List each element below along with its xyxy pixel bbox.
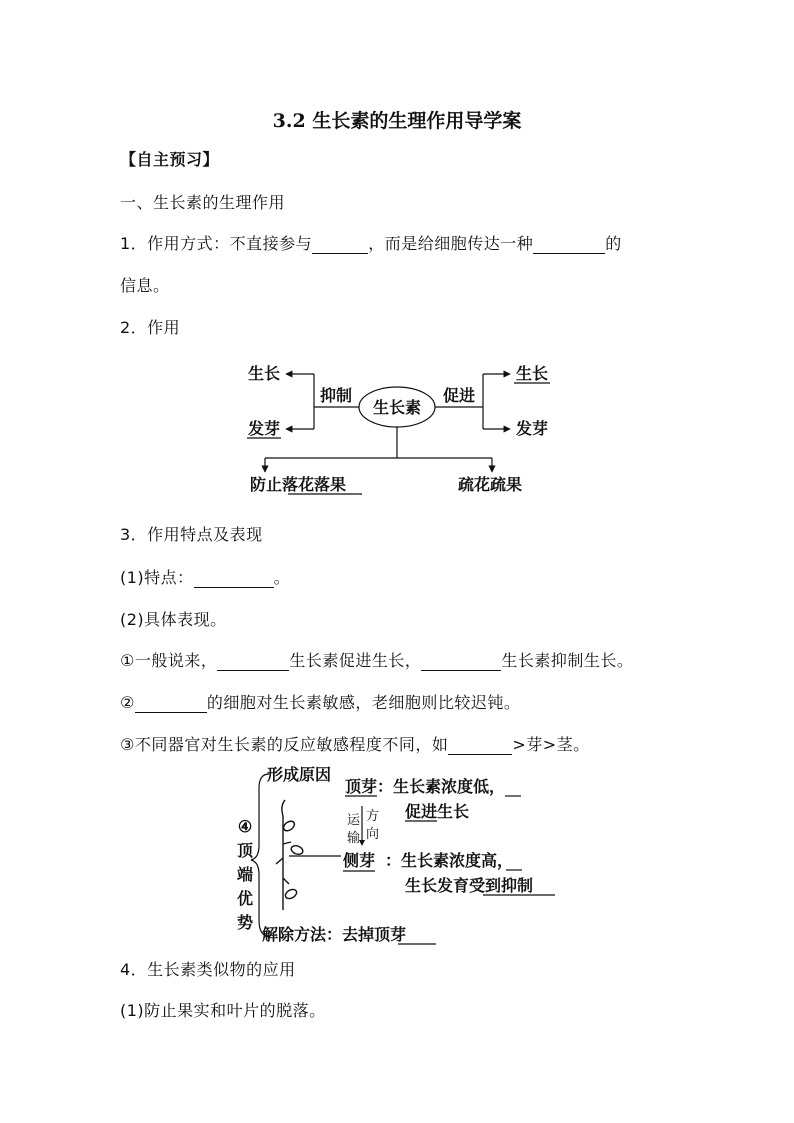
transport-char-1: 运 bbox=[347, 813, 361, 828]
side-label-1: 顶 bbox=[236, 841, 254, 860]
item1-mid: 生长素促进生长， bbox=[289, 651, 422, 670]
blank-field[interactable] bbox=[217, 654, 289, 671]
item2-suffix: 的细胞对生长素敏感，老细胞则比较迟钝。 bbox=[206, 693, 521, 712]
top-bud-desc2-suffix: 生长 bbox=[437, 802, 470, 821]
side-label-2: 端 bbox=[236, 865, 254, 884]
left-label-inhibit: 抑制 bbox=[319, 386, 353, 405]
cause-label: 形成原因 bbox=[267, 765, 332, 784]
q1-middle: ，而是给细胞传达一种 bbox=[368, 234, 534, 253]
part1-heading: 一、生长素的生理作用 bbox=[120, 193, 286, 212]
side-label-4: 势 bbox=[236, 913, 254, 932]
q3-item1 bbox=[120, 651, 633, 671]
side-bud-label: 侧芽 bbox=[343, 851, 376, 870]
q3-p2: (2)具体表现。 bbox=[120, 610, 227, 629]
q1-continuation: 信息。 bbox=[120, 276, 170, 295]
right-bottom-germination: 发芽 bbox=[515, 419, 549, 438]
q3-p1-prefix: (1)特点： bbox=[120, 568, 194, 587]
main-brace bbox=[251, 774, 269, 936]
side-label-3: 优 bbox=[236, 889, 254, 908]
blank-field[interactable] bbox=[135, 696, 207, 713]
blank-field[interactable] bbox=[194, 571, 274, 588]
side-bud-desc2-underlined: 受到抑制 bbox=[469, 876, 534, 895]
removal-label bbox=[262, 925, 406, 944]
q3-p1-suffix: 。 bbox=[273, 568, 291, 587]
q3-p1 bbox=[120, 568, 290, 588]
direction-char-2: 向 bbox=[366, 827, 380, 842]
center-label: 生长素 bbox=[372, 398, 422, 417]
top-bud-desc1 bbox=[377, 777, 505, 797]
top-bud-desc2 bbox=[405, 802, 469, 821]
side-bud-desc1 bbox=[385, 851, 513, 871]
direction-char-1: 方 bbox=[366, 809, 380, 824]
q4-p1: (1)防止果实和叶片的脱落。 bbox=[120, 1001, 326, 1020]
side-bud-desc1-prefix: ：生长素浓度 bbox=[385, 851, 482, 870]
item2-prefix: ② bbox=[120, 693, 135, 712]
item1-suffix: 生长素抑制生长。 bbox=[501, 651, 634, 670]
section-header: 【自主预习】 bbox=[120, 150, 220, 169]
transport-char-2: 输 bbox=[347, 831, 361, 846]
left-top-growth: 生长 bbox=[247, 364, 281, 383]
left-bottom-germination: 发芽 bbox=[247, 419, 281, 438]
top-bud-desc1-suffix: ， bbox=[489, 777, 506, 796]
right-label-promote: 促进 bbox=[442, 386, 476, 405]
blank-field[interactable] bbox=[421, 654, 501, 671]
bottom-left-underlined: 落花落果 bbox=[282, 475, 347, 494]
removal-prefix: 解除方法：去掉 bbox=[262, 925, 375, 944]
q4-heading: 4．生长素类似物的应用 bbox=[120, 960, 296, 979]
bottom-left-label bbox=[250, 475, 346, 494]
right-top-growth: 生长 bbox=[515, 364, 549, 383]
q3-item2 bbox=[120, 693, 520, 713]
blank-field[interactable] bbox=[533, 237, 605, 254]
q1-prefix: 1．作用方式：不直接参与 bbox=[120, 234, 313, 253]
auxin-effect-diagram bbox=[230, 352, 570, 502]
top-bud-label: 顶芽 bbox=[345, 777, 378, 796]
q3-item3 bbox=[120, 735, 590, 755]
side-bud-desc2-prefix: 生长发育 bbox=[405, 876, 470, 895]
question-1 bbox=[120, 234, 622, 254]
q3-heading: 3．作用特点及表现 bbox=[120, 525, 263, 544]
item1-prefix: ①一般说来， bbox=[120, 651, 218, 670]
item3-suffix: >芽>茎。 bbox=[512, 735, 590, 754]
blank-field[interactable] bbox=[312, 237, 368, 254]
item3-prefix: ③不同器官对生长素的反应敏感程度不同，如 bbox=[120, 735, 449, 754]
removal-underlined: 顶芽 bbox=[374, 925, 407, 944]
bottom-right-label: 疏花疏果 bbox=[457, 475, 523, 494]
side-bud-desc1-underlined: 高 bbox=[481, 851, 498, 870]
q1-suffix: 的 bbox=[605, 234, 622, 253]
top-bud-desc2-underlined: 促进 bbox=[405, 802, 438, 821]
plant-illustration bbox=[276, 800, 304, 910]
top-bud-desc1-underlined: 低 bbox=[473, 777, 490, 796]
page-title: 3.2 生长素的生理作用导学案 bbox=[272, 110, 522, 132]
blank-field[interactable] bbox=[448, 738, 512, 755]
q2-heading: 2．作用 bbox=[120, 318, 181, 337]
side-label-0: ④ bbox=[237, 817, 253, 836]
side-bud-desc2 bbox=[405, 876, 533, 895]
bottom-left-prefix: 防止 bbox=[250, 475, 283, 494]
top-bud-desc1-prefix: ：生长素浓度 bbox=[377, 777, 474, 796]
side-bud-desc1-suffix: ， bbox=[497, 851, 514, 870]
apical-dominance-diagram bbox=[225, 760, 555, 950]
